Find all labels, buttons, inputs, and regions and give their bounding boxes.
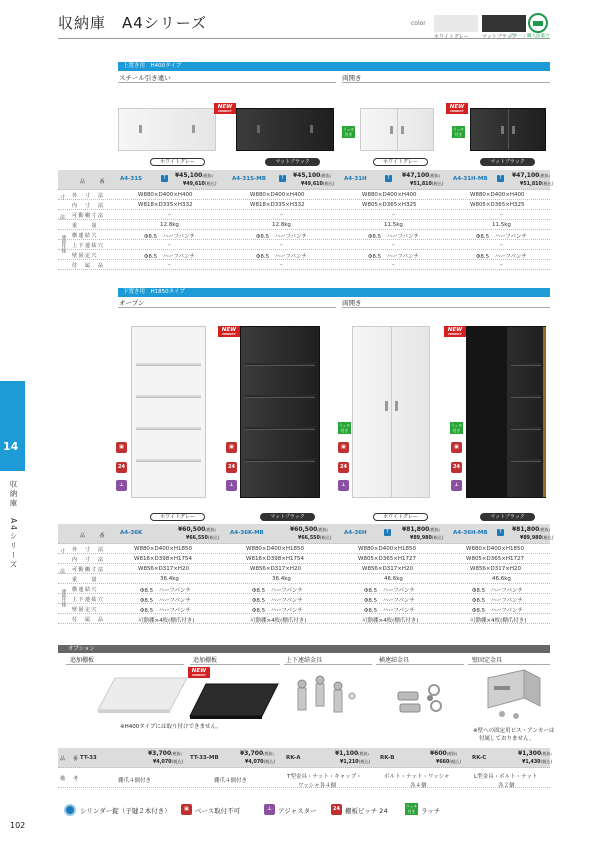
option-code: RK-C: [472, 755, 487, 761]
chapter-tab: [0, 381, 25, 471]
model-code: A4-36K-MB: [230, 530, 264, 536]
shelf-board-white-image: [95, 670, 195, 720]
option-note-right-2: 付属しておりません。: [479, 736, 535, 742]
color-tag: マットブラック: [265, 158, 320, 166]
shelf-pitch-icon: 24: [116, 462, 127, 473]
options-bar: オプション: [58, 645, 550, 653]
spec-row: [58, 574, 550, 584]
model-code: A4-36H: [344, 530, 367, 536]
chapter-number: 14: [3, 440, 19, 453]
cylinder-lock-icon: T: [497, 529, 504, 536]
base-unavailable-icon: ▣: [181, 804, 192, 815]
matte-black-swatch: [482, 15, 526, 32]
legend-latch: ラッチ: [421, 807, 441, 815]
option-label: 上下連結金具: [286, 657, 323, 664]
option-label: 追加棚板: [70, 657, 95, 664]
price-tax: ¥66,550(税込): [186, 535, 220, 541]
option-label: 追加棚板: [193, 657, 218, 664]
price-tax: ¥51,810(税込): [520, 181, 554, 187]
green-purchase-label: グリーン購入法適合: [509, 34, 550, 39]
base-unavailable-icon: ▣: [338, 442, 349, 453]
shelf-pitch-icon: 24: [331, 804, 342, 815]
upper-sub-left: スチール引き違い: [119, 74, 171, 82]
price: ¥81,800(税抜): [402, 526, 440, 533]
option-rule: [190, 664, 280, 665]
color-tag: ホワイトグレー: [150, 158, 205, 166]
option-rule: [376, 664, 464, 665]
base-unavailable-icon: ▣: [451, 442, 462, 453]
model-code: A4-36H-MB: [453, 530, 488, 536]
cabinet-a4-36h-image: [352, 326, 430, 498]
price-tax: ¥89,980(税込): [520, 535, 554, 541]
shelf-pitch-icon: 24: [226, 462, 237, 473]
option-label: 壁固定金具: [472, 657, 503, 664]
price: ¥81,800(税抜): [512, 526, 550, 533]
title-rule: [58, 38, 550, 39]
lower-section-bar: 下置き用 H1850タイプ: [118, 288, 550, 297]
adjuster-icon: ⊥: [116, 480, 127, 491]
option-code: RK-B: [380, 755, 395, 761]
price: ¥3,700(税抜): [148, 750, 182, 757]
price-tax: ¥66,550(税込): [298, 535, 332, 541]
lower-sub-left: オープン: [119, 299, 145, 307]
new-product-badge: NEW PRODUCT: [446, 103, 468, 114]
model-code: A4-31S: [120, 176, 142, 182]
price-tax: ¥49,610(税込): [183, 181, 217, 187]
cabinet-a4-36k-image: [131, 326, 206, 498]
new-product-badge: NEW PRODUCT: [214, 103, 236, 114]
price: ¥1,100(税抜): [335, 750, 369, 757]
page-number: 102: [10, 821, 26, 830]
color-tag: マットブラック: [260, 513, 315, 521]
price: ¥3,700(税抜): [240, 750, 274, 757]
adjuster-icon: ⊥: [226, 480, 237, 491]
lower-sub-right: 両開き: [342, 299, 362, 307]
matte-black-swatch-label: マットブラック: [482, 34, 517, 40]
vertical-connector-image: [288, 670, 368, 720]
color-label: color: [411, 20, 426, 27]
price: ¥45,100(税抜): [293, 172, 331, 179]
price: ¥600(税抜): [430, 750, 458, 757]
option-rule: [284, 664, 372, 665]
price: ¥1,300(税抜): [518, 750, 552, 757]
legend-pitch: 棚板ピッチ 24: [345, 807, 388, 815]
cylinder-lock-icon: [64, 804, 76, 816]
spec-row: [58, 260, 550, 270]
upper-spec-rows: 寸 法 連結仕様: [60, 195, 67, 253]
option-rule: [468, 664, 550, 665]
option-code: TT-33: [80, 755, 97, 761]
new-product-badge: NEW PRODUCT: [218, 326, 240, 337]
adjuster-icon: ⊥: [338, 480, 349, 491]
upper-sub-right: 両開き: [342, 74, 362, 82]
upper-sub-rule-right: [342, 82, 550, 83]
shelf-pitch-icon: 24: [338, 462, 349, 473]
shelf-board-black-image: [188, 680, 283, 722]
legend-adjuster: アジャスター: [278, 807, 317, 815]
model-code: A4-31H: [344, 176, 367, 182]
white-grey-swatch-label: ホワイトグレー: [434, 34, 469, 40]
row-label: 品 番: [80, 179, 107, 185]
spec-row: [58, 220, 550, 230]
option-label: 横連結金具: [379, 657, 410, 664]
color-tag: ホワイトグレー: [150, 513, 205, 521]
cabinet-a4-31s-image: [118, 108, 216, 151]
latch-badge: ラッチ付き: [450, 422, 463, 433]
cabinet-a4-31h-mb-image: [470, 108, 546, 151]
price-tax: ¥4,070(税込): [153, 759, 184, 765]
model-code: A4-36K: [120, 530, 143, 536]
price-tax: ¥1,430(税込): [522, 759, 553, 765]
green-purchase-icon: [528, 13, 548, 33]
cylinder-lock-icon: T: [279, 175, 286, 182]
upper-sub-rule-left: [118, 82, 336, 83]
latch-icon: ラッチ付き: [405, 803, 418, 814]
cylinder-lock-icon: T: [497, 175, 504, 182]
model-code: A4-31H-MB: [453, 176, 488, 182]
price-tax: ¥49,610(税込): [301, 181, 335, 187]
legend-cylinder: シリンダー錠（子键２本付き）: [80, 807, 171, 815]
price-tax: ¥89,980(税込): [410, 535, 444, 541]
legend-base: ベース取付不可: [195, 807, 241, 815]
color-tag: マットブラック: [480, 513, 535, 521]
cabinet-a4-31h-image: [360, 108, 434, 151]
price-tax: ¥660(税込): [436, 759, 462, 765]
color-tag: ホワイトグレー: [373, 513, 428, 521]
color-tag: ホワイトグレー: [373, 158, 428, 166]
option-note-left: ※H400タイプには取り付けできません。: [120, 724, 222, 730]
option-code: RK-A: [286, 755, 301, 761]
base-unavailable-icon: ▣: [226, 442, 237, 453]
latch-badge: ラッチ付き: [452, 126, 465, 137]
wall-bracket-image: [480, 668, 546, 724]
lower-sub-rule-left: [118, 307, 336, 308]
horizontal-connector-image: [390, 672, 460, 722]
latch-badge: ラッチ付き: [342, 126, 355, 137]
new-product-badge: NEW PRODUCT: [188, 667, 210, 678]
color-tag: マットブラック: [480, 158, 535, 166]
page-title: 収納庫 A4シリーズ: [58, 14, 208, 32]
price: ¥47,100(税抜): [512, 172, 550, 179]
price: ¥45,100(税抜): [175, 172, 213, 179]
lower-group-labels: 寸 法 連結仕様: [60, 549, 67, 607]
cabinet-a4-36k-mb-image: [240, 326, 320, 498]
chapter-title: 収納庫 A4シリーズ: [9, 480, 18, 570]
price: ¥60,500(税抜): [178, 526, 216, 533]
new-product-badge: NEW PRODUCT: [444, 326, 466, 337]
price: ¥47,100(税抜): [402, 172, 440, 179]
upper-section-bar: 上置き用 H400タイプ: [118, 62, 550, 71]
option-rule: [66, 664, 184, 665]
white-grey-swatch: [434, 15, 478, 32]
base-unavailable-icon: ▣: [116, 442, 127, 453]
option-note-right-1: ※壁への固定用ビス・アンカーは: [473, 728, 555, 734]
cylinder-lock-icon: T: [384, 529, 391, 536]
price: ¥60,500(税抜): [290, 526, 328, 533]
cylinder-lock-icon: T: [161, 175, 168, 182]
price-tax: ¥4,070(税込): [245, 759, 276, 765]
cabinet-a4-36h-mb-image: [466, 326, 546, 498]
shelf-pitch-icon: 24: [451, 462, 462, 473]
price-tax: ¥51,810(税込): [410, 181, 444, 187]
lower-sub-rule-right: [342, 307, 550, 308]
adjuster-icon: ⊥: [451, 480, 462, 491]
adjuster-icon: ⊥: [264, 804, 275, 815]
spec-row: [58, 240, 550, 250]
cabinet-a4-31s-mb-image: [236, 108, 334, 151]
latch-badge: ラッチ付き: [338, 422, 351, 433]
price-tax: ¥1,210(税込): [340, 759, 371, 765]
option-code: TT-33-MB: [190, 755, 219, 761]
spec-row: [58, 210, 550, 220]
cylinder-lock-icon: T: [385, 175, 392, 182]
model-code: A4-31S-MB: [232, 176, 266, 182]
